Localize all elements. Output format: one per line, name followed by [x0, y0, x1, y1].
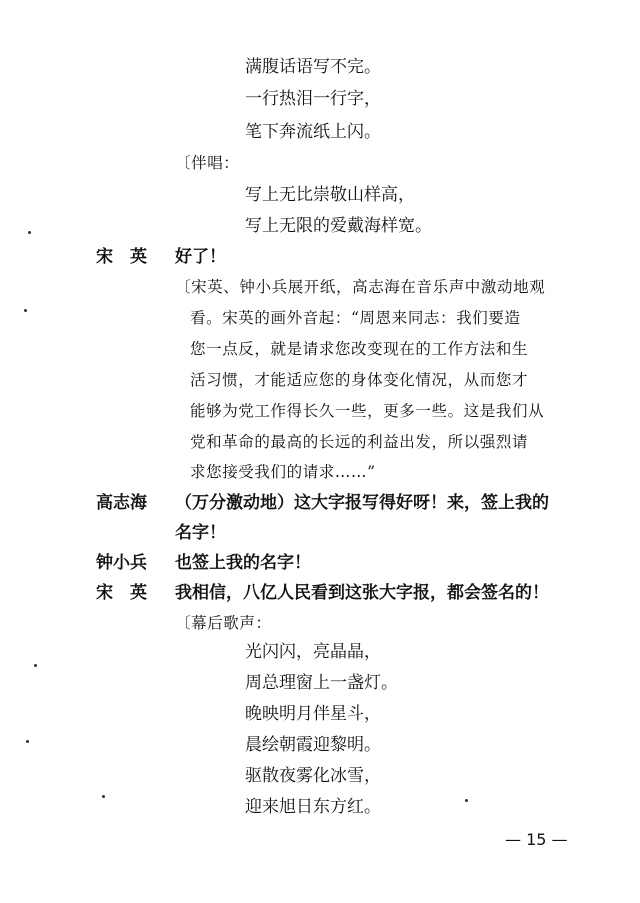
stage-direction-line: 求您接受我们的请求……” [190, 463, 376, 481]
lyric-line: 写上无限的爱戴海样宽。 [245, 216, 432, 236]
lyric-line: 驱散夜雾化冰雪， [245, 766, 381, 786]
scan-speck [102, 795, 105, 798]
stage-direction-chorus-cue: 〔伴唱： [175, 154, 240, 172]
lyric-line: 晚映明月伴星斗， [245, 704, 381, 724]
scan-speck [465, 799, 468, 802]
lyric-line: 周总理窗上一盏灯。 [245, 673, 398, 693]
scan-speck [26, 740, 29, 743]
dialogue-line: 好了！ [175, 247, 226, 267]
speaker-zhong-xiaobing: 钟小兵 [96, 553, 147, 573]
scan-speck [34, 664, 37, 667]
scan-speck [24, 309, 27, 312]
stage-direction-line: 看。宋英的画外音起：“周恩来同志：我们要造 [190, 309, 521, 327]
dialogue-line: 也签上我的名字！ [175, 553, 311, 573]
stage-direction-line: 能够为党工作得长久一些，更多一些。这是我们从 [190, 402, 545, 420]
speaker-song-ying: 宋英 [96, 583, 164, 603]
lyric-line: 晨绘朝霞迎黎明。 [245, 735, 381, 755]
speaker-gao-zhihai: 高志海 [96, 493, 147, 513]
lyric-line: 写上无比崇敬山样高， [245, 185, 415, 205]
dialogue-line: （万分激动地）这大字报写得好呀！来，签上我的 [175, 493, 549, 513]
page-number: — 15 — [505, 830, 568, 849]
dialogue-line: 名字！ [175, 523, 226, 543]
dialogue-line: 我相信，八亿人民看到这张大字报，都会签名的！ [175, 583, 549, 603]
speaker-song-ying: 宋英 [96, 247, 164, 267]
scan-speck [28, 231, 31, 234]
stage-direction-line: 党和革命的最高的长远的利益出发，所以强烈请 [190, 433, 529, 451]
stage-direction-line: 〔宋英、钟小兵展开纸，高志海在音乐声中激动地观 [175, 278, 546, 296]
lyric-line: 一行热泪一行字， [245, 89, 381, 109]
lyric-line: 满腹话语写不完。 [245, 57, 381, 77]
lyric-line: 迎来旭日东方红。 [245, 797, 381, 817]
lyric-line: 光闪闪，亮晶晶， [245, 642, 381, 662]
stage-direction-song-cue: 〔幕后歌声： [175, 614, 272, 632]
stage-direction-line: 活习惯，才能适应您的身体变化情况，从而您才 [190, 371, 529, 389]
stage-direction-line: 您一点反，就是请求您改变现在的工作方法和生 [190, 340, 529, 358]
lyric-line: 笔下奔流纸上闪。 [245, 122, 381, 142]
